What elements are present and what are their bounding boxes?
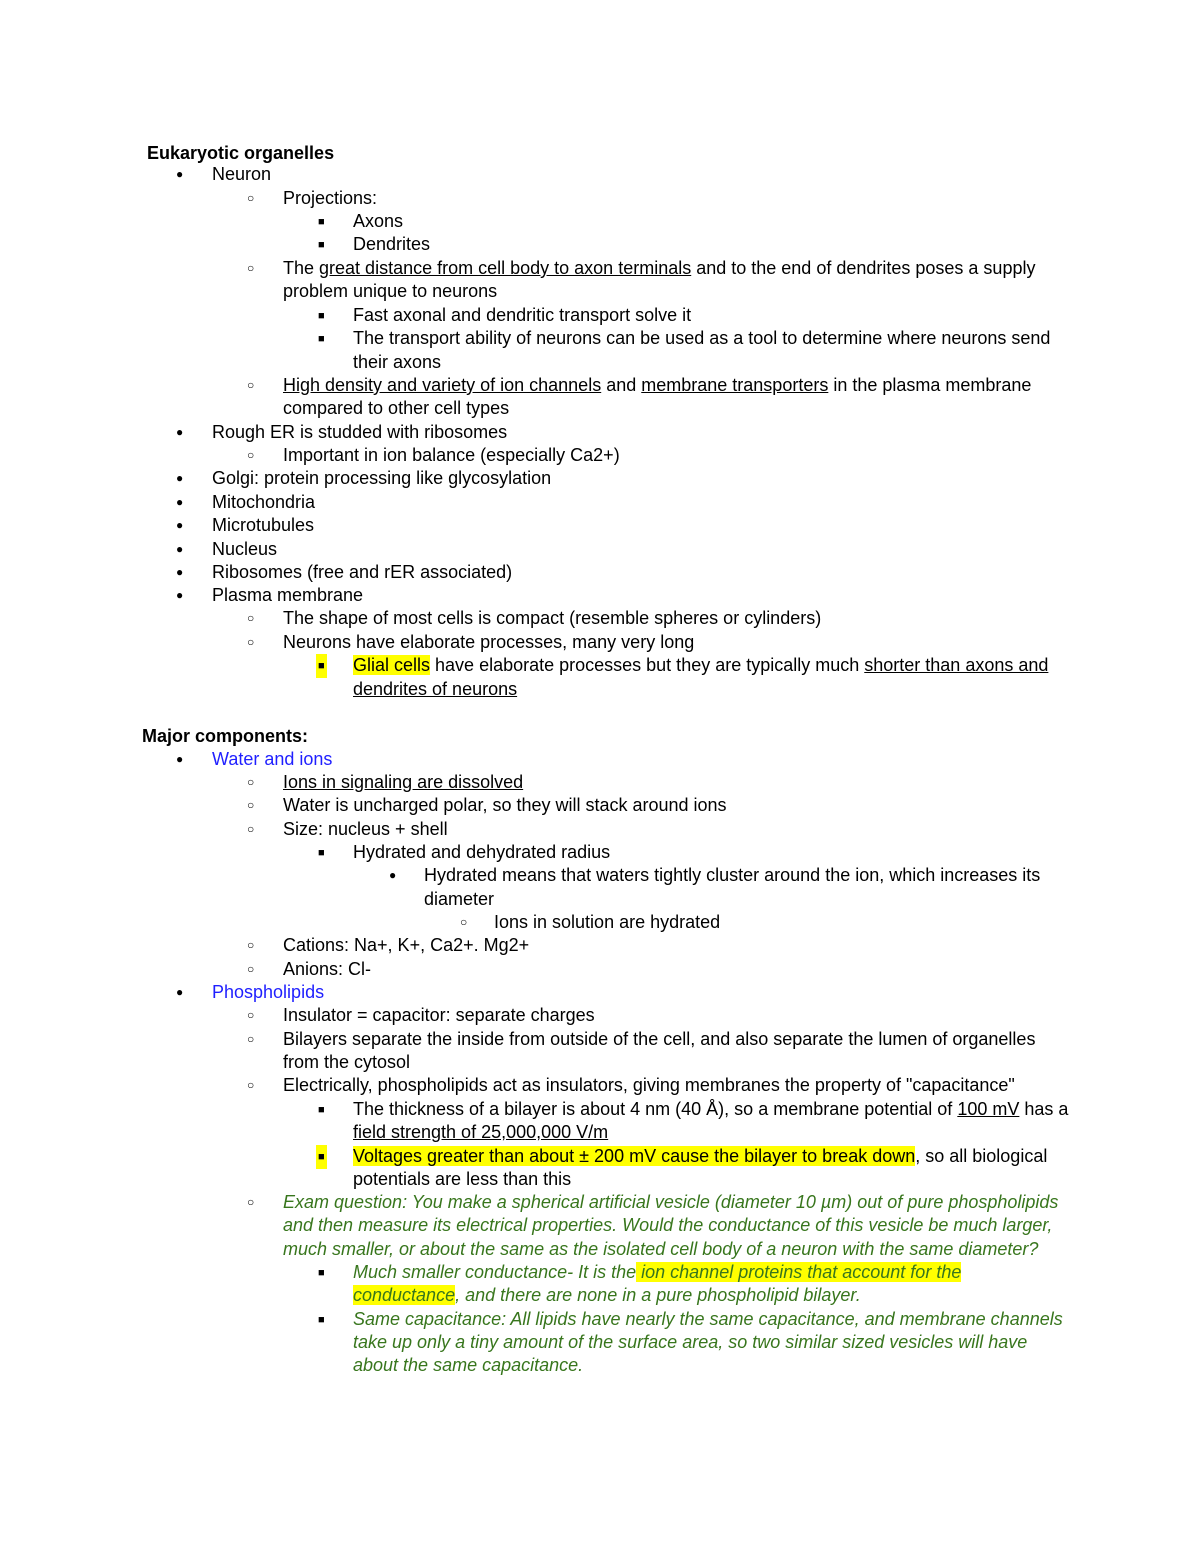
item-transport-tool-cont: their axons (353, 352, 442, 372)
bullet-circle (247, 818, 254, 841)
item-neuron: Neuron (212, 164, 272, 184)
bullet-circle (247, 958, 254, 981)
bullet-disc (176, 467, 183, 490)
bullet-square (318, 841, 325, 865)
item-ions-dissolved: Ions in signaling are dissolved (283, 772, 524, 792)
bullet-square (316, 654, 327, 678)
item-size: Size: nucleus + shell (283, 819, 448, 839)
text: in the plasma membrane (828, 375, 1032, 395)
item-hydrated-radius: Hydrated and dehydrated radius (353, 842, 611, 862)
bullet-square (318, 327, 325, 351)
item-high-density (283, 374, 1031, 397)
bullet-square (318, 1261, 325, 1285)
item-hydrated-means: Hydrated means that waters tightly cluster around the ion, which increases its (424, 865, 1041, 885)
bullet-disc (176, 981, 183, 1004)
heading-major-components: Major components: (142, 726, 309, 746)
bullet-square (318, 304, 325, 328)
item-ion-balance: Important in ion balance (especially Ca2+) (283, 445, 620, 465)
bullet-square (318, 233, 325, 257)
bullet-disc (176, 584, 183, 607)
bullet-disc (389, 864, 396, 887)
item-golgi: Golgi: protein processing like glycosylation (212, 468, 552, 488)
text: and (601, 375, 642, 395)
text: has a (1019, 1099, 1069, 1119)
item-shape: The shape of most cells is compact (resemble spheres or cylinders) (283, 608, 822, 628)
item-neurons-processes: Neurons have elaborate processes, many very long (283, 632, 695, 652)
underlined-text: great distance from cell body to axon terminals (319, 258, 692, 278)
bullet-circle (247, 1074, 254, 1097)
item-transport-tool: The transport ability of neurons can be used as a tool to determine where neurons send (353, 328, 1051, 348)
bullet-circle (247, 607, 254, 630)
item-dendrites: Dendrites (353, 234, 431, 254)
bullet-disc (176, 491, 183, 514)
heading-eukaryotic-organelles: Eukaryotic organelles (147, 143, 335, 163)
item-same-capacitance: Same capacitance: All lipids have nearly the same capacitance, and membrane channels (353, 1309, 1063, 1329)
item-axons: Axons (353, 211, 404, 231)
bullet-circle (247, 934, 254, 957)
bullet-disc (176, 538, 183, 561)
item-voltages-cont: potentials are less than this (353, 1169, 572, 1189)
highlighted-text: Voltages greater than about ± 200 mV cause the bilayer to break down (353, 1146, 916, 1166)
item-plasma-membrane: Plasma membrane (212, 585, 364, 605)
item-great-distance (283, 257, 1035, 280)
item-water-polar: Water is uncharged polar, so they will stack around ions (283, 795, 727, 815)
highlighted-text: Glial cells (353, 655, 431, 675)
item-great-distance-cont: problem unique to neurons (283, 281, 498, 301)
item-exam-question-cont: much smaller, or about the same as the isolated cell body of a neuron with the same diameter? (283, 1239, 1039, 1259)
item-glial-cells (353, 654, 1048, 677)
underlined-text: 100 mV (957, 1099, 1020, 1119)
bullet-square (318, 1098, 325, 1122)
item-mitochondria: Mitochondria (212, 492, 316, 512)
item-same-capacitance-cont: about the same capacitance. (353, 1355, 584, 1375)
text: have elaborate processes but they are typically much (430, 655, 865, 675)
item-thickness-cont: field strength of 25,000,000 V/m (353, 1122, 609, 1142)
bullet-circle (460, 911, 467, 934)
item-phospholipids: Phospholipids (212, 982, 325, 1002)
item-high-density-cont: compared to other cell types (283, 398, 510, 418)
item-glial-cells-cont: dendrites of neurons (353, 679, 518, 699)
bullet-circle (247, 257, 254, 280)
item-microtubules: Microtubules (212, 515, 315, 535)
bullet-circle (247, 1191, 254, 1214)
item-projections: Projections: (283, 188, 378, 208)
item-exam-question-cont: and then measure its electrical properties. Would the conductance of this vesicle be much larger, (283, 1215, 1053, 1235)
bullet-circle (247, 1028, 254, 1051)
underlined-text: High density and variety of ion channels (283, 375, 602, 395)
text: and to the end of dendrites poses a supply (691, 258, 1036, 278)
bullet-disc (176, 561, 183, 584)
bullet-square (316, 1145, 327, 1169)
highlighted-text: conductance (353, 1285, 456, 1305)
item-water-and-ions: Water and ions (212, 749, 333, 769)
item-thickness (353, 1098, 1068, 1121)
item-bilayers: Bilayers separate the inside from outside of the cell, and also separate the lumen of organelles (283, 1029, 1036, 1049)
item-electrically: Electrically, phospholipids act as insulators, giving membranes the property of "capacitance" (283, 1075, 1015, 1095)
bullet-disc (176, 748, 183, 771)
item-smaller-conductance-cont (353, 1284, 861, 1307)
bullet-circle (247, 631, 254, 654)
item-anions: Anions: Cl- (283, 959, 372, 979)
item-ions-in-solution: Ions in solution are hydrated (494, 912, 721, 932)
item-same-capacitance-cont: take up only a tiny amount of the surface area, so two similar sized vesicles will have (353, 1332, 1028, 1352)
text: The thickness of a bilayer is about 4 nm (40 Å), so a membrane potential of (353, 1099, 958, 1119)
bullet-square (318, 1308, 325, 1332)
bullet-circle (247, 187, 254, 210)
bullet-square (318, 210, 325, 234)
item-exam-question: Exam question: You make a spherical artificial vesicle (diameter 10 µm) out of pure phospholipids (283, 1192, 1059, 1212)
item-fast-transport: Fast axonal and dendritic transport solve it (353, 305, 692, 325)
item-voltages (353, 1145, 1047, 1168)
bullet-disc (176, 163, 183, 186)
item-cations: Cations: Na+, K+, Ca2+. Mg2+ (283, 935, 530, 955)
text: The (283, 258, 320, 278)
item-hydrated-means-cont: diameter (424, 889, 495, 909)
bullet-circle (247, 1004, 254, 1027)
item-rough-er: Rough ER is studded with ribosomes (212, 422, 508, 442)
bullet-circle (247, 771, 254, 794)
underlined-text: membrane transporters (641, 375, 829, 395)
bullet-circle (247, 444, 254, 467)
item-smaller-conductance (353, 1261, 961, 1284)
item-insulator: Insulator = capacitor: separate charges (283, 1005, 595, 1025)
bullet-disc (176, 421, 183, 444)
item-nucleus: Nucleus (212, 539, 278, 559)
highlighted-text: ion channel proteins that account for the (636, 1262, 962, 1282)
text: , so all biological (915, 1146, 1048, 1166)
item-bilayers-cont: from the cytosol (283, 1052, 411, 1072)
text: Much smaller conductance- It is the (353, 1262, 637, 1282)
underlined-text: shorter than axons and (864, 655, 1049, 675)
text: , and there are none in a pure phospholipid bilayer. (455, 1285, 861, 1305)
bullet-circle (247, 794, 254, 817)
item-ribosomes: Ribosomes (free and rER associated) (212, 562, 513, 582)
bullet-disc (176, 514, 183, 537)
bullet-circle (247, 374, 254, 397)
